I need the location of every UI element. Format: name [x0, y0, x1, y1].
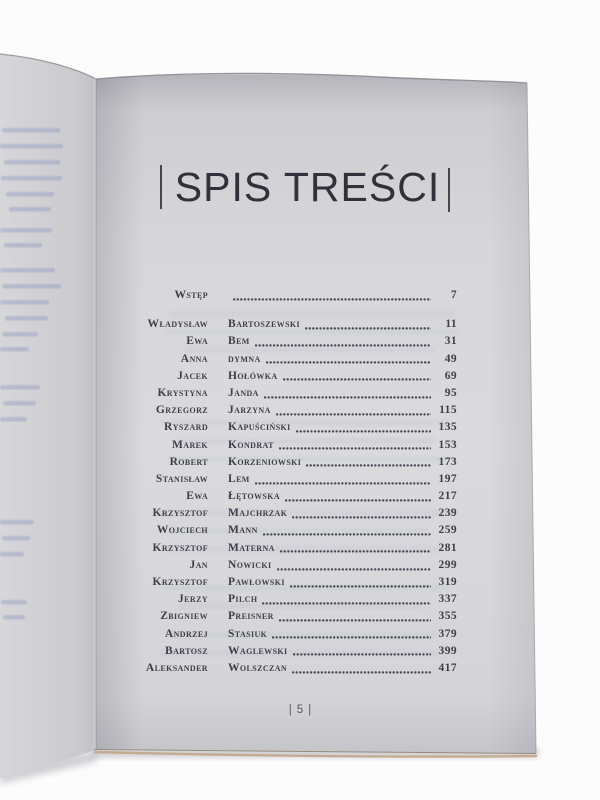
- toc-row: [140, 522, 457, 539]
- toc-last-name: Bem: [228, 335, 250, 348]
- page-title: SPIS TREŚCI: [174, 164, 441, 210]
- toc-last-name: Wolszczan: [228, 661, 288, 674]
- toc-row: [140, 608, 457, 625]
- toc-last-name: Kondrat: [228, 438, 274, 451]
- toc-row: [140, 333, 457, 350]
- page-footer: [240, 704, 360, 716]
- toc-leader-dots: [296, 430, 431, 433]
- toc-row: [140, 660, 457, 677]
- toc-last-name: Preisner: [228, 610, 274, 623]
- toc-page-number: 95: [444, 386, 457, 399]
- toc-first-name: Krzysztof: [152, 576, 208, 588]
- toc-row: [140, 591, 457, 608]
- folio-left-bar: |: [288, 704, 292, 716]
- toc-page-number: 7: [450, 289, 457, 301]
- toc-page-number: 319: [438, 576, 457, 588]
- toc-last-name: Bartoszewski: [228, 318, 301, 331]
- toc-row: [140, 626, 457, 643]
- toc-last-name: Stasiuk: [228, 627, 268, 640]
- toc-last-name: Pawłowski: [228, 576, 285, 588]
- toc-leader-dots: [279, 447, 431, 450]
- toc-last-name: Waglewski: [228, 644, 288, 657]
- toc-page-number: 281: [438, 541, 457, 554]
- toc-last-name: Hołówka: [228, 369, 278, 382]
- toc-leader-dots: [277, 568, 431, 571]
- toc-last-name: Lem: [228, 472, 250, 485]
- toc-last-name: Pilch: [228, 593, 258, 606]
- folio-right-bar: |: [308, 704, 312, 716]
- toc-leader-dots: [293, 653, 431, 656]
- toc-first-name: Jan: [189, 558, 208, 571]
- toc-page-number: 135: [438, 421, 457, 434]
- toc-leader-dots: [292, 671, 431, 674]
- toc-first-name: Ewa: [186, 335, 208, 348]
- toc-row: [140, 488, 457, 505]
- toc-last-name: Janda: [228, 386, 259, 399]
- toc-page-number: 299: [438, 558, 457, 571]
- toc-row: [140, 574, 457, 591]
- toc-leader-dots: [264, 396, 431, 399]
- toc-row: [140, 643, 457, 660]
- toc-page-number: 337: [438, 593, 457, 606]
- toc-first-name: Krzysztof: [152, 507, 208, 520]
- toc-leader-dots: [280, 550, 431, 553]
- toc-first-name: Robert: [169, 455, 208, 468]
- toc-page-number: 173: [438, 455, 457, 468]
- folio-page-number: 5: [296, 704, 304, 716]
- toc-first-name: Stanisław: [155, 472, 208, 485]
- toc-row: [140, 351, 457, 368]
- toc-leader-dots: [283, 378, 431, 381]
- toc-page-number: 153: [438, 438, 457, 451]
- toc-leader-dots: [276, 413, 431, 416]
- toc-first-name: Jerzy: [178, 593, 208, 606]
- toc-leader-dots: [305, 327, 431, 330]
- toc-row: [140, 316, 457, 333]
- toc-row: [140, 471, 457, 488]
- toc-row: [140, 402, 457, 419]
- title-right-rule: [448, 168, 450, 212]
- toc-first-name: Władysław: [147, 318, 208, 331]
- toc-page-number: 417: [438, 661, 457, 674]
- toc-row: [140, 437, 457, 454]
- toc-leader-dots: [279, 619, 431, 622]
- toc-row: [140, 419, 457, 436]
- toc-page-number: 217: [438, 490, 457, 503]
- toc-first-name: Krzysztof: [152, 541, 208, 554]
- toc-first-name: Marek: [172, 438, 208, 451]
- toc-leader-dots: [266, 361, 431, 364]
- toc-page-number: 115: [439, 404, 457, 417]
- toc-page-number: 379: [438, 627, 457, 640]
- toc-first-name: Ewa: [186, 490, 208, 503]
- toc-last-name: Jarzyna: [228, 404, 271, 417]
- toc-page-number: 11: [445, 318, 457, 331]
- toc-page-number: 239: [438, 507, 457, 520]
- toc-last-name: Materna: [228, 541, 275, 554]
- toc-leader-dots: [262, 602, 431, 605]
- toc-first-name: Grzegorz: [155, 404, 208, 417]
- toc-last-name: Korzeniowski: [228, 455, 302, 468]
- toc-last-name: Mann: [228, 524, 258, 537]
- toc-row: [140, 557, 457, 574]
- toc-last-name: Majchrzak: [228, 507, 288, 520]
- toc-row: [140, 454, 457, 471]
- toc-row: [140, 540, 457, 557]
- toc-first-name: Wojciech: [156, 524, 208, 537]
- toc-page-number: 197: [438, 472, 457, 485]
- toc-first-name: Andrzej: [164, 627, 208, 640]
- toc-last-name: Kapuściński: [228, 421, 291, 434]
- toc-leader-dots: [285, 499, 431, 502]
- toc-title-block: [115, 164, 495, 210]
- toc-page-number: 49: [444, 352, 457, 365]
- toc-row: [140, 505, 457, 522]
- toc-last-name: Łętowska: [228, 490, 281, 503]
- toc-first-name: Bartosz: [165, 644, 208, 657]
- toc-first-name: Ryszard: [164, 421, 208, 434]
- toc-page-number: 69: [444, 369, 457, 382]
- toc-first-name: Aleksander: [145, 661, 208, 674]
- title-left-rule: [160, 165, 162, 209]
- toc-leader-dots: [255, 482, 431, 485]
- toc-leader-dots: [233, 298, 431, 301]
- toc-row: [140, 287, 457, 304]
- toc-page-number: 399: [438, 644, 457, 657]
- toc-leader-dots: [292, 516, 431, 519]
- toc-page-number: 259: [438, 524, 457, 537]
- toc-leader-dots: [272, 636, 431, 639]
- toc-first-name: Jacek: [177, 369, 208, 382]
- toc-last-name: dymna: [228, 352, 261, 365]
- toc-page-number: 355: [438, 610, 457, 623]
- toc-leader-dots: [263, 533, 431, 536]
- toc-first-name: Zbigniew: [160, 610, 208, 623]
- toc-leader-dots: [290, 585, 431, 588]
- toc-row: [140, 385, 457, 402]
- table-of-contents: [140, 287, 457, 677]
- toc-leader-dots: [306, 464, 431, 467]
- toc-row: [140, 368, 457, 385]
- toc-leader-dots: [255, 344, 431, 347]
- toc-first-name: Anna: [180, 352, 208, 365]
- toc-last-name: Nowicki: [228, 558, 272, 571]
- toc-first-name: Krystyna: [157, 386, 208, 399]
- toc-first-name: Wstęp: [174, 289, 208, 301]
- toc-page-number: 31: [444, 335, 457, 348]
